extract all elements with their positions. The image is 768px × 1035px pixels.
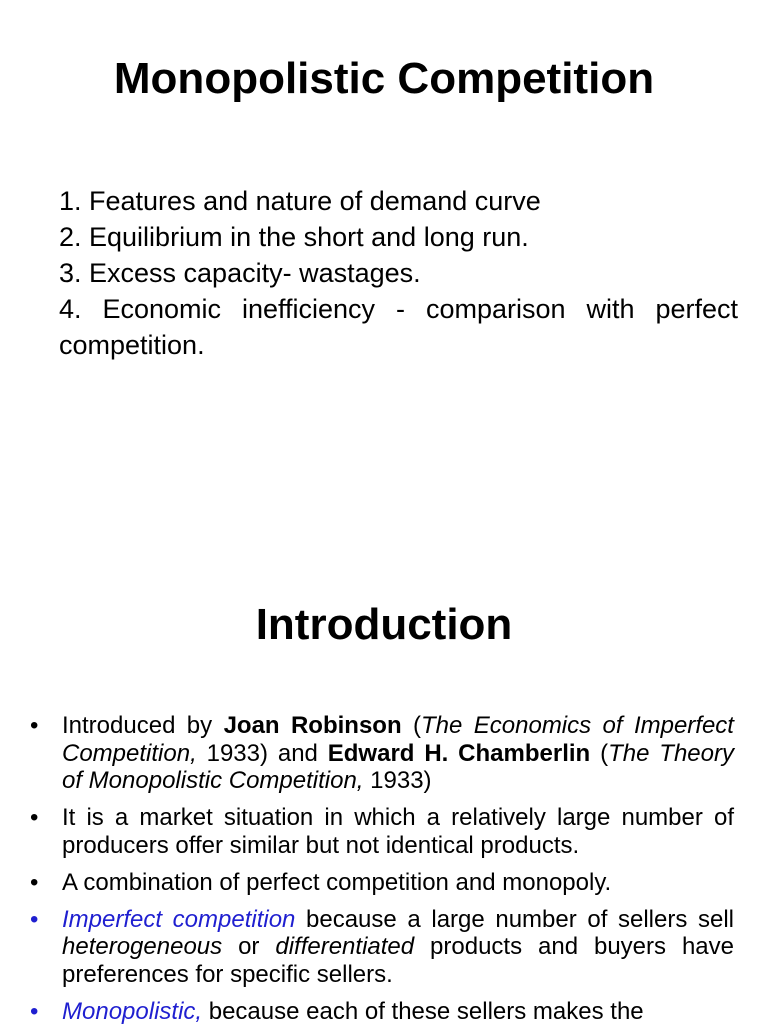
author-name: Edward H. Chamberlin	[327, 739, 591, 767]
topic-item: 2. Equilibrium in the short and long run.	[59, 222, 529, 252]
slide-title: Introduction	[255, 600, 513, 649]
bullet-icon: •	[30, 804, 39, 831]
term: Imperfect competition	[62, 905, 296, 933]
bullet-icon: •	[30, 905, 39, 933]
author-name: Joan Robinson	[223, 712, 402, 739]
bullet-icon: •	[30, 868, 39, 896]
book-title: The Theory of Monopolistic Competition,	[62, 739, 734, 794]
bullet-item	[30, 998, 734, 1026]
emphasis: differentiated	[275, 933, 415, 960]
topic-item: 3. Excess capacity- wastages.	[59, 258, 421, 288]
bullet-item	[30, 712, 734, 795]
text: products and buyers have preferences for specific sellers.	[62, 933, 734, 988]
topic-list	[59, 183, 738, 363]
bullet-icon: •	[30, 712, 39, 739]
text: or	[222, 933, 276, 960]
bullet-item	[30, 906, 734, 989]
intro-bullet-list	[30, 712, 734, 1035]
text: (	[590, 739, 609, 767]
text: A combination of perfect competition and monopoly.	[62, 868, 612, 896]
topic-item: 4. Economic inefficiency - comparison with perfect competition.	[59, 294, 738, 360]
text: 1933) and	[196, 739, 328, 767]
bullet-icon: •	[30, 997, 39, 1025]
text: 1933)	[363, 767, 432, 794]
text: (	[401, 712, 422, 739]
emphasis: heterogeneous	[62, 933, 223, 960]
bullet-item	[30, 804, 734, 859]
term: Monopolistic,	[62, 997, 203, 1025]
topic-item: 1. Features and nature of demand curve	[59, 186, 541, 216]
slide-2	[0, 576, 768, 1024]
book-title: The Economics of Imperfect Competition,	[62, 712, 734, 767]
slide-title: Monopolistic Competition	[113, 54, 655, 103]
text: Introduced by	[62, 712, 224, 739]
text: It is a market situation in which a relatively large number of producers offer similar but not identical products.	[62, 804, 734, 859]
text: because a large number of sellers sell	[295, 905, 734, 933]
bullet-item	[30, 869, 734, 897]
text: because each of these sellers makes the	[202, 997, 644, 1025]
